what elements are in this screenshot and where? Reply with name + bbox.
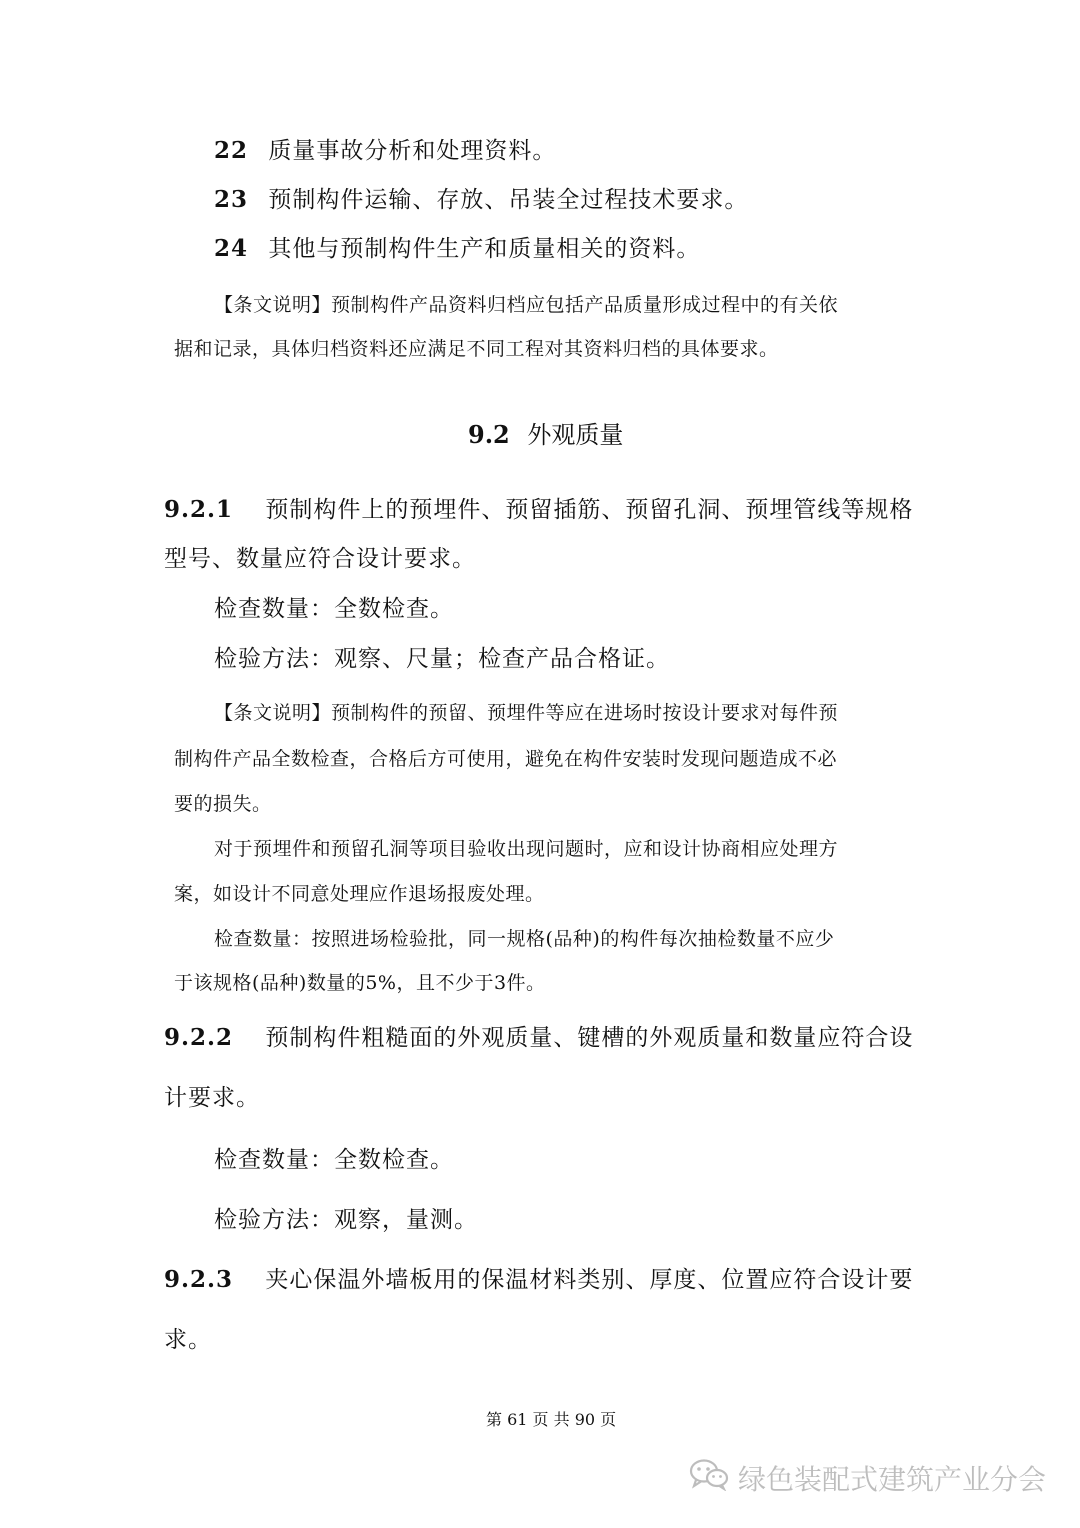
clause-number: 9.2.3 bbox=[164, 1266, 234, 1293]
clause-note-line: 要的损失。 bbox=[174, 793, 272, 815]
clause-note-line: 制构件产品全数检查，合格后方可使用，避免在构件安装时发现问题造成不必 bbox=[174, 748, 838, 770]
clause-note-line: 【条文说明】预制构件的预留、预埋件等应在进场时按设计要求对每件预 bbox=[214, 702, 839, 724]
section-title bbox=[468, 415, 623, 450]
clause-9-2-2 bbox=[164, 1019, 913, 1052]
section-name: 外观质量 bbox=[527, 421, 624, 449]
check-method: 检验方法：观察，量测。 bbox=[214, 1207, 478, 1233]
clause-9-2-3 bbox=[164, 1261, 913, 1294]
check-quantity: 检查数量：全数检查。 bbox=[214, 596, 454, 622]
clause-number: 9.2.2 bbox=[164, 1024, 234, 1051]
clause-text: 夹心保温外墙板用的保温材料类别、厚度、位置应符合设计要 bbox=[265, 1267, 914, 1293]
item-text: 预制构件运输、存放、吊装全过程技术要求。 bbox=[268, 187, 749, 213]
check-quantity: 检查数量：全数检查。 bbox=[214, 1147, 454, 1173]
clause-note-line: 案，如设计不同意处理应作退场报废处理。 bbox=[174, 883, 545, 905]
clause-9-2-1 bbox=[164, 491, 913, 524]
check-method: 检验方法：观察、尺量；检查产品合格证。 bbox=[214, 646, 670, 672]
item-number: 23 bbox=[214, 186, 249, 213]
clause-note-line: 据和记录，具体归档资料还应满足不同工程对其资料归档的具体要求。 bbox=[174, 338, 779, 360]
clause-note-line: 检查数量：按照进场检验批，同一规格(品种)的构件每次抽检数量不应少 bbox=[214, 928, 835, 950]
clause-text-line: 计要求。 bbox=[164, 1085, 260, 1111]
clause-note-line: 对于预埋件和预留孔洞等项目验收出现问题时，应和设计协商相应处理方 bbox=[214, 838, 839, 860]
list-item bbox=[214, 181, 748, 214]
clause-text-line: 型号、数量应符合设计要求。 bbox=[164, 546, 476, 572]
item-number: 22 bbox=[214, 137, 249, 164]
clause-text: 预制构件粗糙面的外观质量、键槽的外观质量和数量应符合设 bbox=[265, 1025, 914, 1051]
watermark bbox=[688, 1457, 1046, 1498]
item-number: 24 bbox=[214, 235, 249, 262]
clause-text: 预制构件上的预埋件、预留插筋、预留孔洞、预埋管线等规格 bbox=[265, 497, 914, 523]
item-text: 其他与预制构件生产和质量相关的资料。 bbox=[268, 236, 701, 262]
list-item bbox=[214, 230, 700, 263]
section-number: 9.2 bbox=[468, 420, 510, 449]
page-number: 第 61 页 共 90 页 bbox=[486, 1410, 617, 1429]
clause-note-line: 于该规格(品种)数量的5%，且不少于3件。 bbox=[174, 972, 546, 994]
item-text: 质量事故分析和处理资料。 bbox=[268, 138, 557, 164]
clause-text-line: 求。 bbox=[164, 1327, 212, 1353]
list-item bbox=[214, 132, 556, 165]
watermark-text: 绿色装配式建筑产业分会 bbox=[737, 1462, 1046, 1496]
clause-number: 9.2.1 bbox=[164, 496, 234, 523]
clause-note-line: 【条文说明】预制构件产品资料归档应包括产品质量形成过程中的有关依 bbox=[214, 294, 839, 316]
wechat-icon bbox=[688, 1457, 730, 1498]
